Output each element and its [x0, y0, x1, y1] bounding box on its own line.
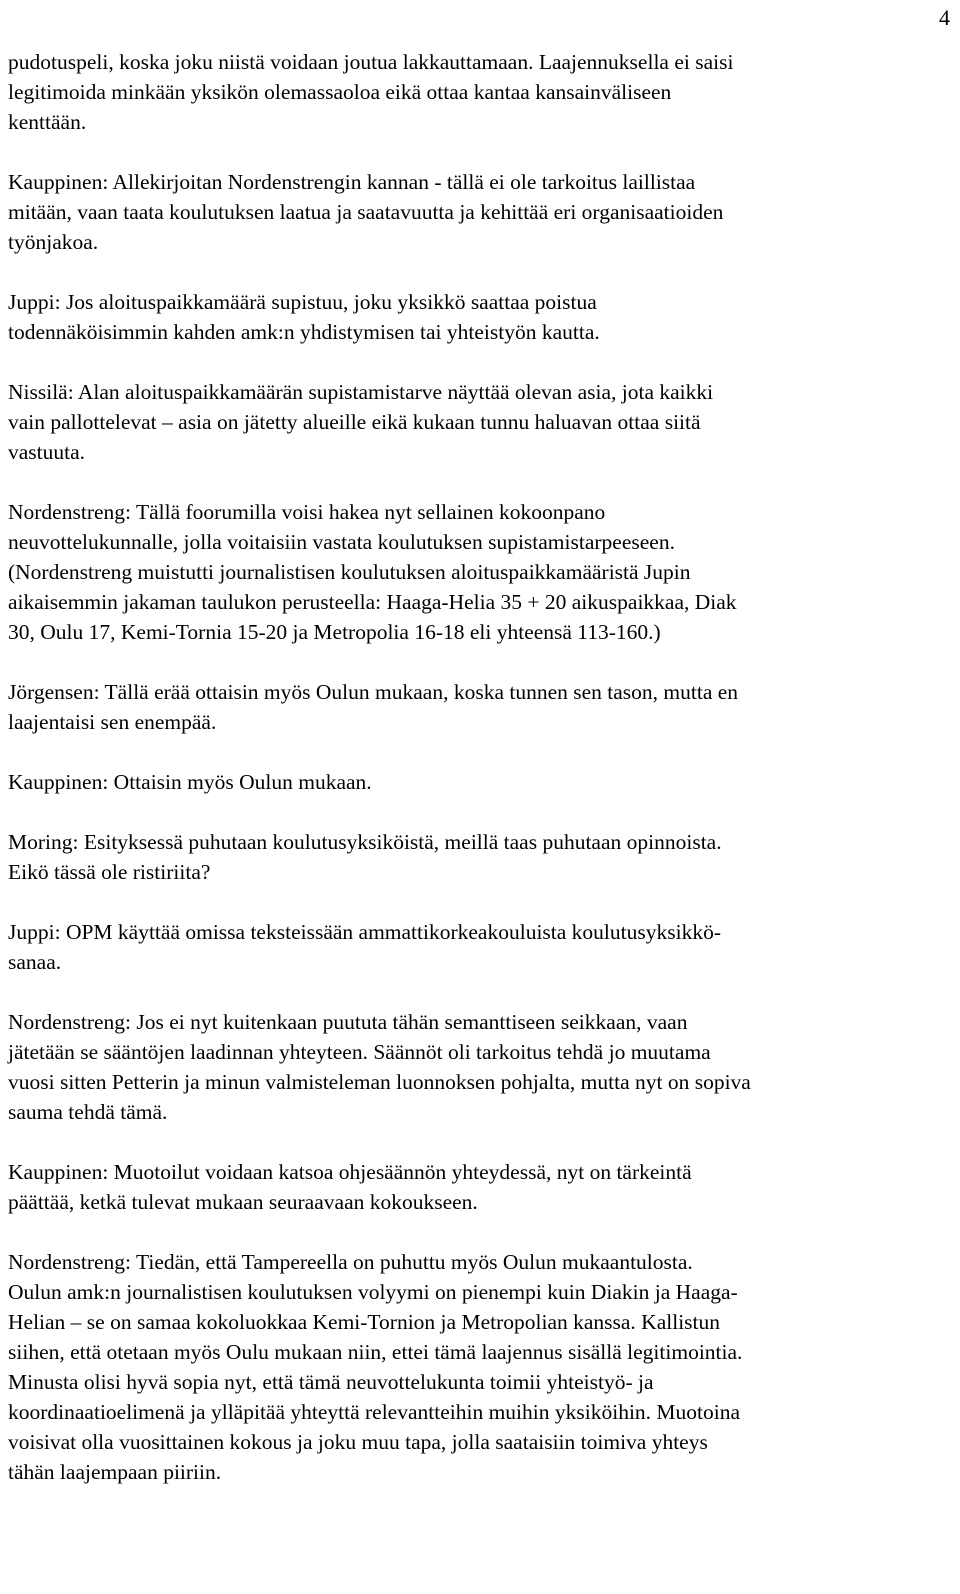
paragraph — [8, 677, 948, 737]
text-line: vain pallottelevat – asia on jätetty alueille eikä kukaan tunnu haluavan ottaa siitä — [8, 410, 701, 434]
text-line: 30, Oulu 17, Kemi-Tornia 15-20 ja Metropolia 16-18 eli yhteensä 113-160.) — [8, 620, 661, 644]
page-number: 4 — [939, 5, 950, 30]
text-line: mitään, vaan taata koulutuksen laatua ja saatavuutta ja kehittää eri organisaatioiden — [8, 200, 724, 224]
text-line: tähän laajempaan piiriin. — [8, 1460, 222, 1484]
paragraph — [8, 287, 948, 347]
text-line: Oulun amk:n journalistisen koulutuksen volyymi on pienempi kuin Diakin ja Haaga- — [8, 1280, 738, 1304]
text-line: päättää, ketkä tulevat mukaan seuraavaan kokoukseen. — [8, 1190, 478, 1214]
text-line: Eikö tässä ole ristiriita? — [8, 860, 211, 884]
paragraph — [8, 827, 948, 887]
text-line: Nissilä: Alan aloituspaikkamäärän supistamistarve näyttää olevan asia, jota kaikki — [8, 380, 714, 404]
text-line: siihen, että otetaan myös Oulu mukaan niin, ettei tämä laajennus sisällä legitimointia. — [8, 1340, 743, 1364]
text-line: Juppi: OPM käyttää omissa teksteissään ammattikorkeakouluista koulutusyksikkö- — [8, 920, 721, 944]
text-line: Kauppinen: Allekirjoitan Nordenstrengin kannan - tällä ei ole tarkoitus laillistaa — [8, 170, 696, 194]
text-line: kenttään. — [8, 110, 87, 134]
text-line: sauma tehdä tämä. — [8, 1100, 168, 1124]
text-line: Nordenstreng: Jos ei nyt kuitenkaan puututa tähän semanttiseen seikkaan, vaan — [8, 1010, 688, 1034]
text-line: neuvottelukunnalle, jolla voitaisiin vastata koulutuksen supistamistarpeeseen. — [8, 530, 675, 554]
paragraph — [8, 1247, 948, 1487]
text-line: aikaisemmin jakaman taulukon perusteella: Haaga-Helia 35 + 20 aikuspaikkaa, Diak — [8, 590, 737, 614]
text-line: Helian – se on samaa kokoluokkaa Kemi-Tornion ja Metropolian kanssa. Kallistun — [8, 1310, 721, 1334]
paragraph — [8, 167, 948, 257]
paragraph — [8, 47, 948, 137]
text-line: Jörgensen: Tällä erää ottaisin myös Oulun mukaan, koska tunnen sen tason, mutta en — [8, 680, 739, 704]
text-line: legitimoida minkään yksikön olemassaoloa eikä ottaa kantaa kansainväliseen — [8, 80, 672, 104]
document-body — [8, 47, 948, 1517]
text-line: todennäköisimmin kahden amk:n yhdistymisen tai yhteistyön kautta. — [8, 320, 600, 344]
text-line: Kauppinen: Ottaisin myös Oulun mukaan. — [8, 770, 372, 794]
text-line: laajentaisi sen enempää. — [8, 710, 217, 734]
text-line: sanaa. — [8, 950, 62, 974]
text-line: voisivat olla vuosittainen kokous ja joku muu tapa, jolla saataisiin toimiva yhteys — [8, 1430, 708, 1454]
text-line: jätetään se sääntöjen laadinnan yhteyteen. Säännöt oli tarkoitus tehdä jo muutama — [8, 1040, 711, 1064]
text-line: Juppi: Jos aloituspaikkamäärä supistuu, joku yksikkö saattaa poistua — [8, 290, 597, 314]
text-line: vuosi sitten Petterin ja minun valmisteleman luonnoksen pohjalta, mutta nyt on sopiva — [8, 1070, 751, 1094]
text-line: työnjakoa. — [8, 230, 99, 254]
paragraph — [8, 377, 948, 467]
text-line: koordinaatioelimenä ja ylläpitää yhteyttä relevantteihin muihin yksiköihin. Muotoina — [8, 1400, 741, 1424]
text-line: Moring: Esityksessä puhutaan koulutusyksiköistä, meillä taas puhutaan opinnoista. — [8, 830, 722, 854]
paragraph — [8, 1007, 948, 1127]
text-line: Kauppinen: Muotoilut voidaan katsoa ohjesäännön yhteydessä, nyt on tärkeintä — [8, 1160, 692, 1184]
text-line: vastuuta. — [8, 440, 86, 464]
text-line: Minusta olisi hyvä sopia nyt, että tämä neuvottelukunta toimii yhteistyö- ja — [8, 1370, 654, 1394]
paragraph — [8, 497, 948, 647]
text-line: (Nordenstreng muistutti journalistisen koulutuksen aloituspaikkamääristä Jupin — [8, 560, 691, 584]
text-line: pudotuspeli, koska joku niistä voidaan joutua lakkauttamaan. Laajennuksella ei saisi — [8, 50, 734, 74]
text-line: Nordenstreng: Tällä foorumilla voisi hakea nyt sellainen kokoonpano — [8, 500, 606, 524]
paragraph — [8, 917, 948, 977]
paragraph — [8, 767, 948, 797]
paragraph — [8, 1157, 948, 1217]
text-line: Nordenstreng: Tiedän, että Tampereella on puhuttu myös Oulun mukaantulosta. — [8, 1250, 693, 1274]
